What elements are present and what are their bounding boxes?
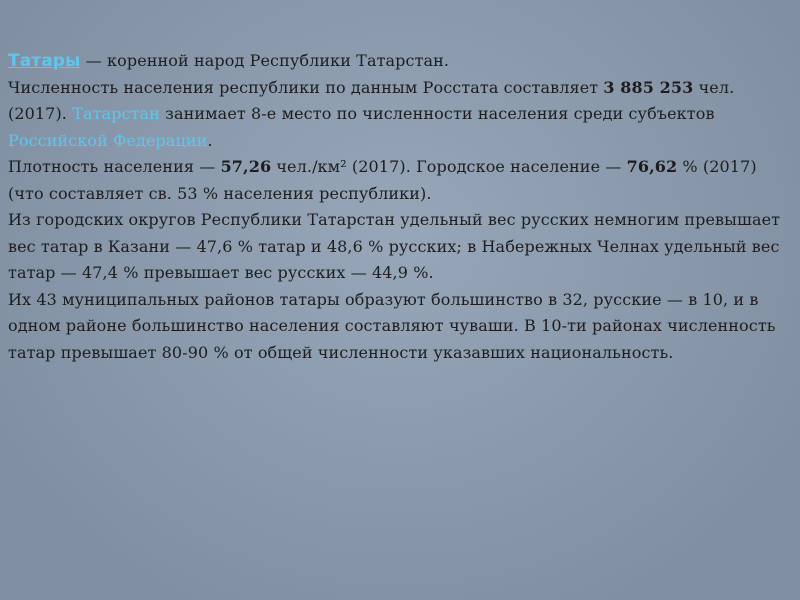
link-tatars[interactable]: Татары [8,51,81,71]
link-tatarstan[interactable]: Татарстан [72,104,160,123]
paragraph-1 [8,48,788,207]
density-value: 57,26 [220,157,272,176]
paragraph-2: Из городских округов Республики Татарстан удельный вес русских немногим превышает вес татар в Казани — 47,6 % татар и 48,6 % русских; в Набережных Челнах удельный вес татар — 47,4 % превышает вес русских — 44,9 %. [8,210,781,282]
text-segment: — коренной народ Республики Татарстан. [80,51,450,70]
urban-value: 76,62 [626,157,678,176]
text-segment: занимает 8-е место по численности населения среди субъектов [159,104,715,123]
text-segment: % (2017) (что составляет св. 53 % населения республики). [8,157,757,203]
text-segment: Плотность населения — [8,157,221,176]
text-segment: . [207,130,213,150]
text-segment: чел. (2017). [8,77,735,123]
text-segment: Численность населения республики по данным Росстата составляет [8,77,604,97]
paragraph-3: Их 43 муниципальных районов татары образуют большинство в 32, русские — в 10, и в одном районе большинство населения составляют чуваши. В 10-ти районах численность татар превышает 80-90 % от общей численности указавших национальность. [8,289,776,362]
slide-text [8,48,788,366]
text-segment: чел./км² (2017). Городское население — [271,157,627,176]
link-russian-federation[interactable]: Российской Федерации [8,130,208,150]
population-value: 3 885 253 [603,77,694,97]
